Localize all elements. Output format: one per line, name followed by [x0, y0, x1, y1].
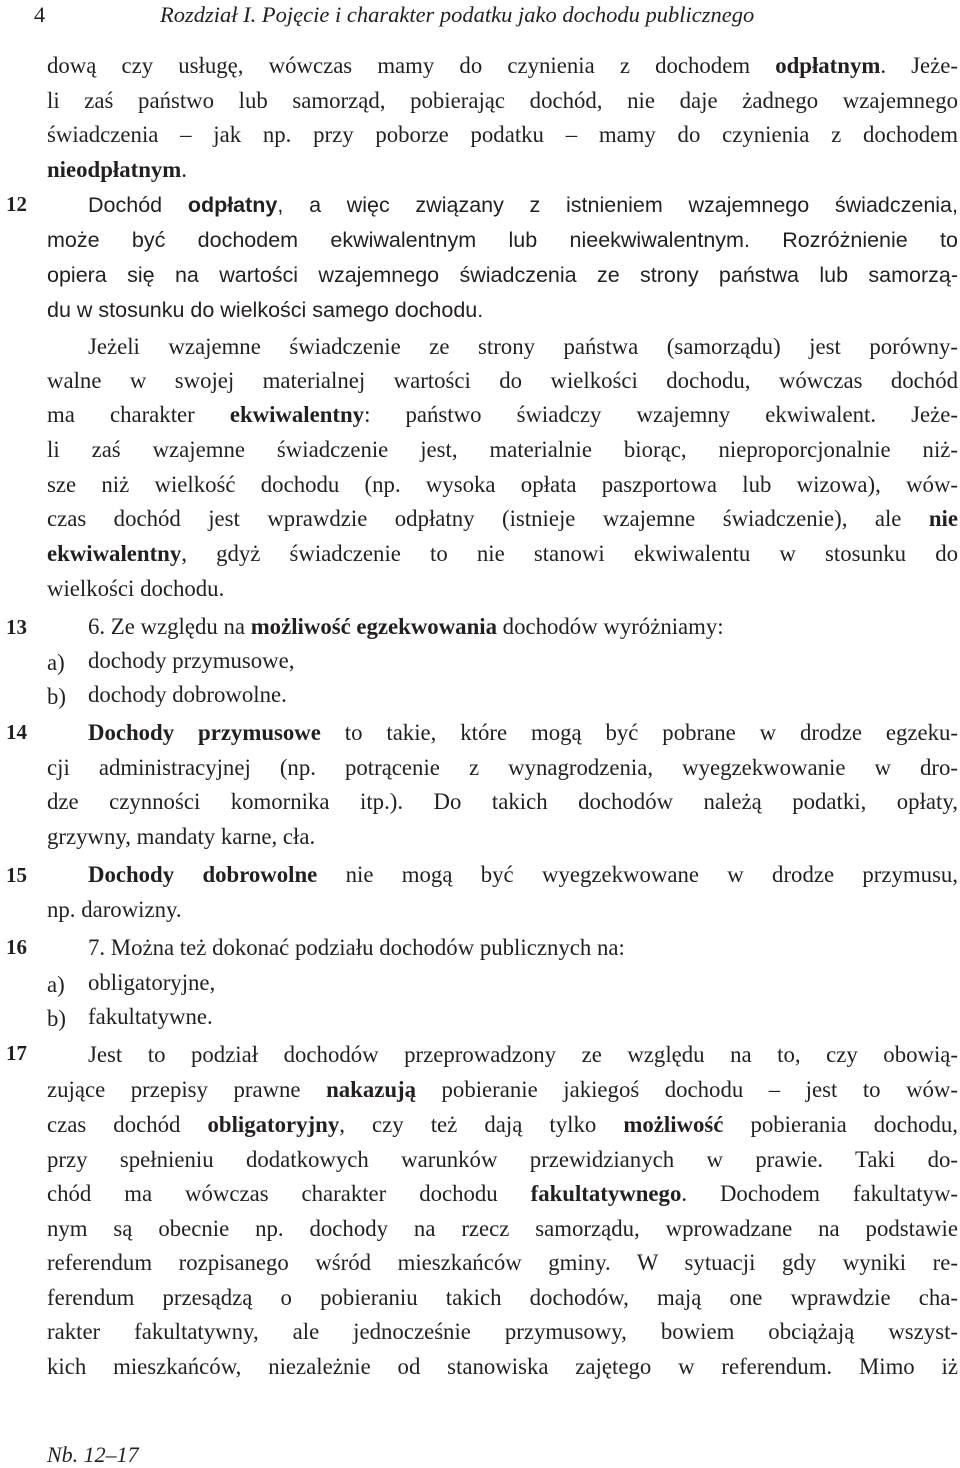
text-line: nieodpłatnym.: [47, 157, 187, 182]
page-number: 4: [34, 2, 46, 27]
running-head: Rozdział I. Pojęcie i charakter podatku jako dochodu publicznego: [160, 2, 755, 27]
text-line: zujące przepisy prawne nakazują pobieranie jakiegoś dochodu – jest to wów-: [47, 1077, 958, 1102]
text-line: 6. Ze względu na możliwość egzekwowania dochodów wyróżniamy:: [88, 614, 724, 639]
text-line: np. darowizny.: [47, 897, 182, 922]
text-line: sze niż wielkość dochodu (np. wysoka opłata paszportowa lub wizowa), wów-: [47, 472, 958, 497]
list-item: obligatoryjne,: [88, 970, 216, 995]
text-line: 7. Można też dokonać podziału dochodów publicznych na:: [88, 935, 625, 960]
margin-number: 16: [6, 935, 27, 959]
text-line: Jeżeli wzajemne świadczenie ze strony państwa (samorządu) jest porówny-: [88, 334, 958, 359]
list-marker: b): [47, 1006, 66, 1031]
text-line: Jest to podział dochodów przeprowadzony ze względu na to, czy obowią-: [88, 1042, 958, 1067]
margin-number: 17: [6, 1041, 27, 1065]
text-line: rakter fakultatywny, ale jednocześnie przymusowy, bowiem obciążają wszyst-: [47, 1319, 958, 1344]
footer-margin-range: Nb. 12–17: [47, 1442, 139, 1467]
list-item: fakultatywne.: [88, 1004, 213, 1029]
list-item: dochody dobrowolne.: [88, 682, 287, 707]
text-line: ferendum przesądzą o pobieraniu takich dochodów, mają one wprawdzie cha-: [47, 1285, 958, 1310]
text-line: du w stosunku do wielkości samego dochodu.: [47, 298, 484, 322]
text-line: Dochody przymusowe to takie, które mogą być pobrane w drodze egzeku-: [88, 720, 958, 745]
text-line: referendum rozpisanego wśród mieszkańców gminy. W sytuacji gdy wyniki re-: [47, 1250, 958, 1275]
page-header: [0, 2, 960, 32]
text-line: li zaś państwo lub samorząd, pobierając dochód, nie daje żadnego wzajemnego: [47, 88, 958, 113]
text-line: przy spełnieniu dodatkowych warunków przewidzianych w prawie. Taki do-: [47, 1147, 958, 1172]
text-line: chód ma wówczas charakter dochodu fakultatywnego. Dochodem fakultatyw-: [47, 1181, 958, 1206]
margin-number: 15: [6, 863, 27, 887]
text-line: dową czy usługę, wówczas mamy do czynienia z dochodem odpłatnym. Jeże-: [47, 53, 958, 78]
list-item: dochody przymusowe,: [88, 648, 295, 673]
list-marker: b): [47, 684, 66, 709]
text-line: świadczenia – jak np. przy poborze podatku – mamy do czynienia z dochodem: [47, 122, 958, 147]
text-line: li zaś wzajemne świadczenie jest, materialnie biorąc, nieproporcjonalnie niż-: [47, 437, 958, 462]
list-marker: a): [47, 650, 65, 675]
text-line: ekwiwalentny, gdyż świadczenie to nie stanowi ekwiwalentu w stosunku do: [47, 541, 958, 566]
text-line: opiera się na wartości wzajemnego świadczenia ze strony państwa lub samorzą-: [47, 263, 958, 287]
list-marker: a): [47, 972, 65, 997]
text-line: dze czynności komornika itp.). Do takich dochodów należą podatki, opłaty,: [47, 789, 958, 814]
text-line: Dochody dobrowolne nie mogą być wyegzekwowane w drodze przymusu,: [88, 862, 959, 887]
margin-number: 13: [6, 615, 27, 639]
text-line: grzywny, mandaty karne, cła.: [47, 824, 316, 849]
text-line: może być dochodem ekwiwalentnym lub nieekwiwalentnym. Rozróżnienie to: [47, 228, 958, 252]
margin-number: 12: [6, 192, 27, 216]
text-line: czas dochód obligatoryjny, czy też dają tylko możliwość pobierania dochodu,: [47, 1112, 958, 1137]
text-line: wielkości dochodu.: [47, 576, 225, 601]
text-line: ma charakter ekwiwalentny: państwo świadczy wzajemny ekwiwalent. Jeże-: [47, 402, 958, 427]
text-line: Dochód odpłatny, a więc związany z istnieniem wzajemnego świadczenia,: [88, 193, 958, 217]
text-line: cji administracyjnej (np. potrącenie z wynagrodzenia, wyegzekwowanie w dro-: [47, 755, 958, 780]
margin-number: 14: [6, 720, 27, 744]
text-line: nym są obecnie np. dochody na rzecz samorządu, wprowadzane na podstawie: [47, 1216, 958, 1241]
text-line: walne w swojej materialnej wartości do wielkości dochodu, wówczas dochód: [47, 368, 958, 393]
text-line: czas dochód jest wprawdzie odpłatny (istnieje wzajemne świadczenie), ale nie: [47, 506, 958, 531]
text-line: kich mieszkańców, niezależnie od stanowiska zajętego w referendum. Mimo iż: [47, 1354, 958, 1379]
